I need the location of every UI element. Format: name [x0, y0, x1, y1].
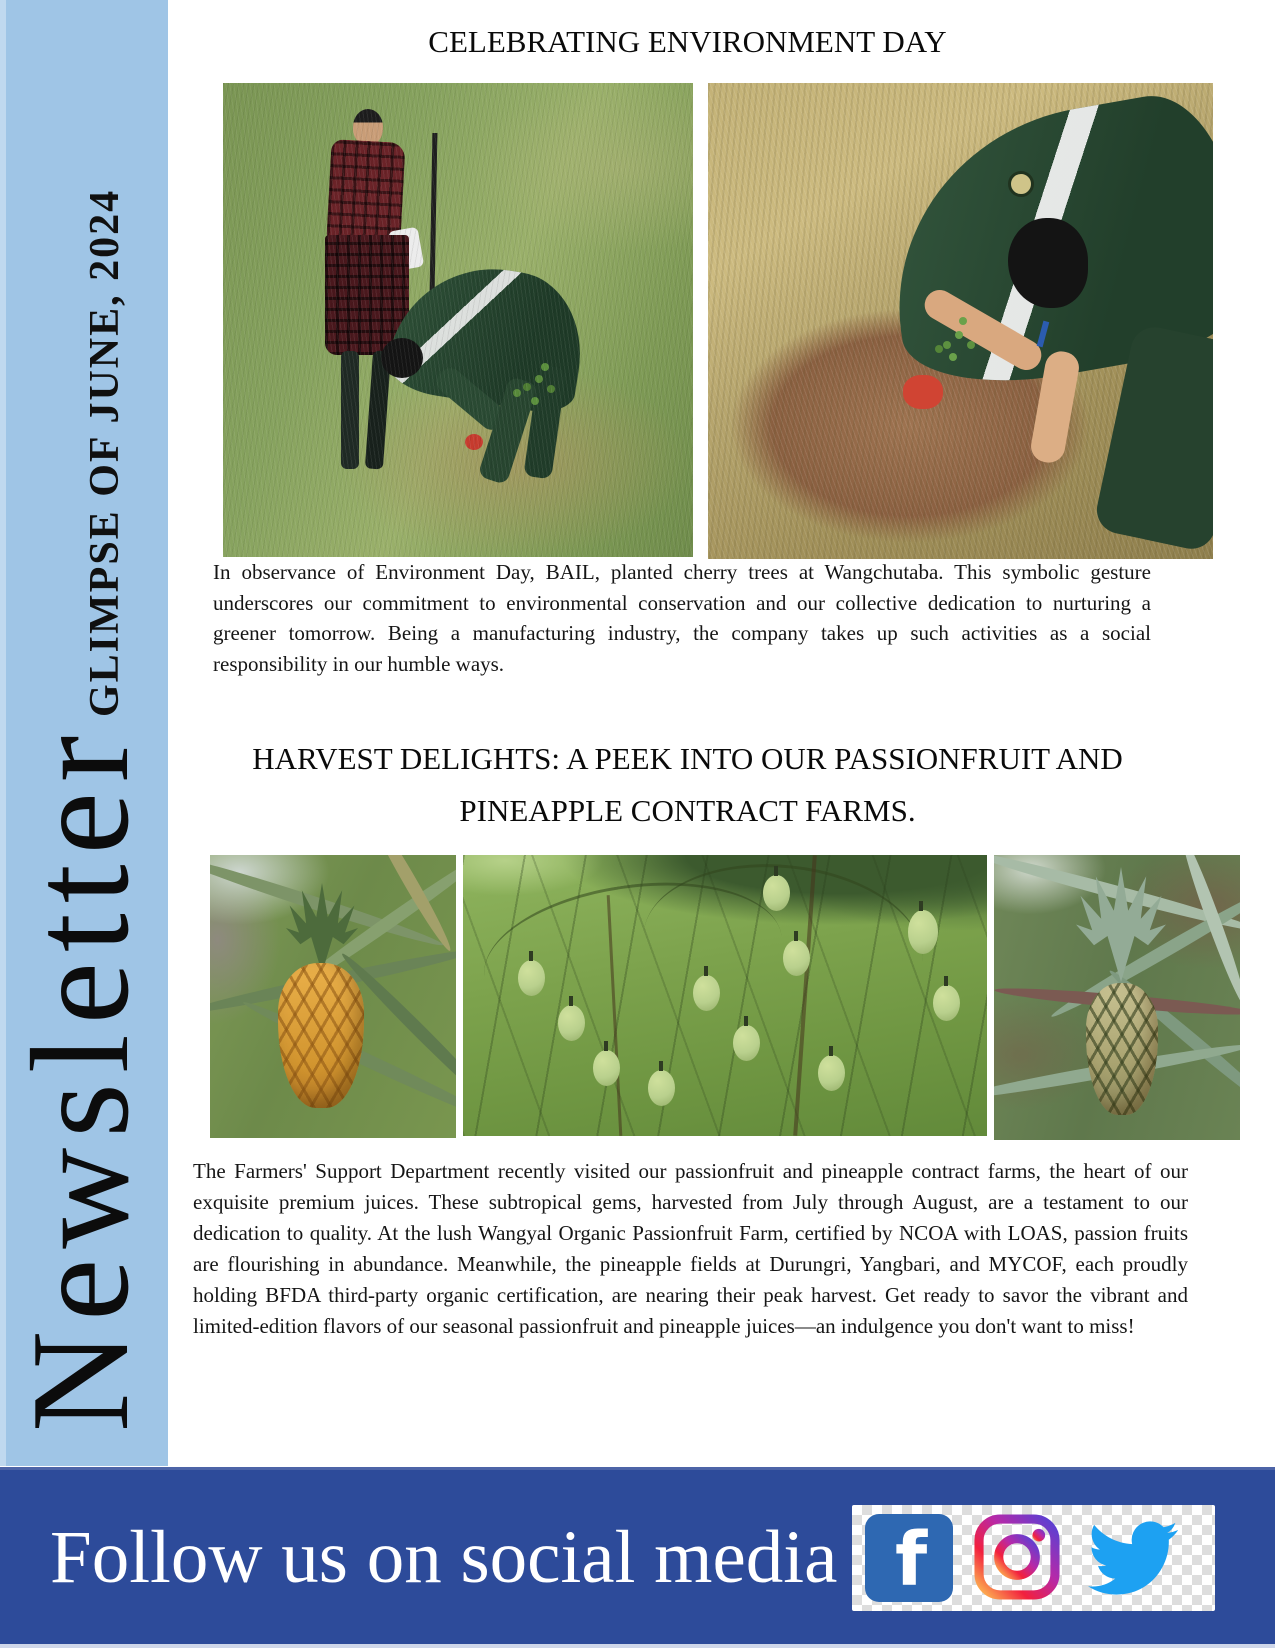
standing-man-cuff-shape [388, 227, 424, 272]
standing-man-head-shape [353, 109, 383, 145]
passionfruit-shape [593, 1050, 620, 1086]
pineapple-fruit-shape [278, 963, 364, 1108]
section2-paragraph: The Farmers' Support Department recently visited our passionfruit and pineapple contract farms, the heart of our exquisite premium juices. These subtropical gems, harvested from July through August, are a testament to our dedication to quality. At the lush Wangyal Organic Passionfruit Farm, certified by NCOA with LOAS, passion fruits are flourishing in abundance. Meanwhile, the pineapple fields at Durungri, Yangbari, and MYCOF, each proudly holding BFDA third-party organic certification, are nearing their peak harvest. Get ready to savor the vibrant and limited-edition flavors of our seasonal passionfruit and pineapple juices—an indulgence you don't want to miss! [193, 1159, 1188, 1338]
red-glove-shape [903, 375, 943, 409]
passionfruit-shape [693, 975, 720, 1011]
passionfruit-shape [783, 940, 810, 976]
pineapple-fruit-shape [1086, 983, 1158, 1115]
section1-heading: CELEBRATING ENVIRONMENT DAY [428, 24, 947, 59]
passionfruit-shape [763, 875, 790, 911]
planter-head-shape [1008, 218, 1088, 308]
sapling-shape [523, 383, 531, 391]
section2-heading-line2: PINEAPPLE CONTRACT FARMS. [459, 793, 916, 828]
passionfruit-shape [818, 1055, 845, 1091]
passionfruit-shape [558, 1005, 585, 1041]
bending-man-arm-shape [432, 363, 510, 434]
bending-man-leg-shape [523, 365, 566, 480]
red-glove-shape [465, 434, 483, 450]
footer-text: Follow us on social media [50, 1516, 838, 1599]
green-pineapple-photo [994, 855, 1240, 1140]
bending-man-leg-shape [478, 376, 539, 485]
section2-heading-line1: HARVEST DELIGHTS: A PEEK INTO OUR PASSIONFRUIT AND [252, 741, 1123, 776]
standing-man-plaid-torso-shape [326, 139, 405, 243]
passionfruit-shape [648, 1070, 675, 1106]
passionfruit-shape [518, 960, 545, 996]
yellow-pineapple-photo [210, 855, 456, 1138]
uniform-logo-shape [1008, 171, 1034, 197]
section2-heading [150, 733, 1225, 837]
bending-man-head-shape [381, 338, 423, 378]
social-media-icons-box [852, 1505, 1215, 1611]
bending-man-back-shape [384, 254, 593, 417]
facebook-icon[interactable] [865, 1514, 953, 1602]
sidebar [0, 0, 168, 1466]
standing-man-robe-shape [325, 235, 409, 355]
sapling-shape [943, 341, 951, 349]
footer-bottom-strip [0, 1644, 1275, 1648]
stake-pole-shape [430, 133, 438, 293]
newsletter-title: Newsletter [3, 725, 158, 1432]
newsletter-subtitle: GLIMPSE OF JUNE, 2024 [82, 188, 128, 717]
tree-planting-photo-right [708, 83, 1213, 559]
standing-man-leg-shape [365, 351, 391, 470]
standing-man-leg-shape [341, 351, 359, 469]
tree-planting-photo-left [223, 83, 693, 557]
section1-paragraph: In observance of Environment Day, BAIL, planted cherry trees at Wangchutaba. This symbolic gesture underscores our commitment to environmental conservation and our collective dedication to nurturing a greener tomorrow. Being a manufacturing industry, the company takes up such activities as a social responsibility in our humble ways. [213, 560, 1151, 676]
passionfruit-farm-photo [463, 855, 987, 1136]
passionfruit-shape [933, 985, 960, 1021]
instagram-icon[interactable] [972, 1512, 1062, 1602]
passionfruit-shape [908, 910, 938, 954]
passionfruit-shape [733, 1025, 760, 1061]
twitter-icon[interactable] [1074, 1513, 1192, 1603]
facebook-letter: f [895, 1517, 928, 1603]
